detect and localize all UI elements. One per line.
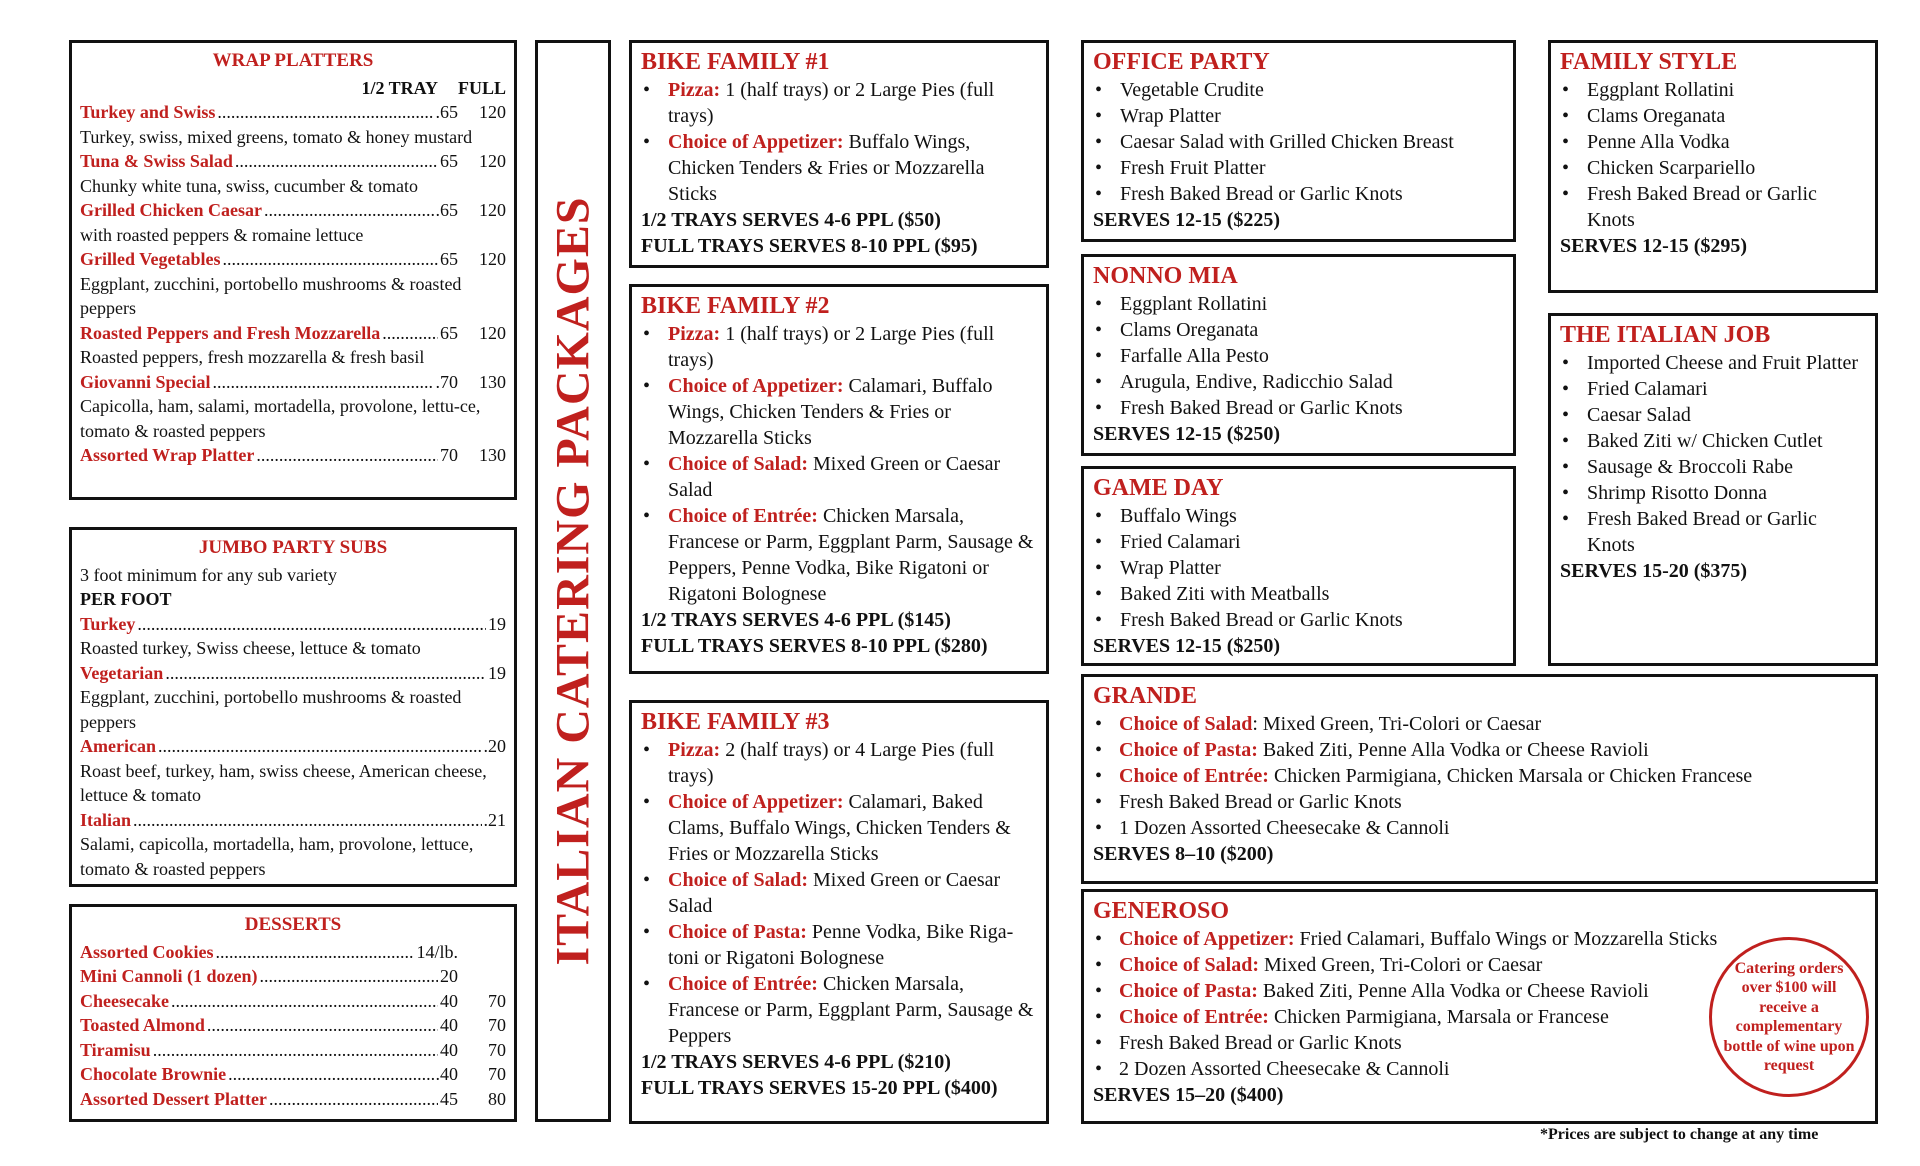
menu-item-name: Mini Cannoli (1 dozen) xyxy=(80,966,258,986)
package-item xyxy=(1093,789,1866,815)
menu-item-price: .40 xyxy=(435,1064,458,1084)
nonno-mia-list xyxy=(1093,291,1504,421)
menu-item-description: Capicolla, ham, salami, mortadella, provolone, lettu-ce, tomato & roasted peppers xyxy=(80,396,481,441)
menu-item-price: 20 xyxy=(440,966,458,986)
menu-item-full-price: 70 xyxy=(488,990,506,1011)
package-item: • Eggplant Rollatini xyxy=(1560,77,1866,103)
grande-panel xyxy=(1081,674,1878,884)
menu-item-name: Toasted Almond xyxy=(80,1015,205,1035)
package-item-text: Chicken Marsala, Francese or Parm, Eggplant Parm, Sausage & Peppers xyxy=(668,973,1034,1047)
office-party-title: OFFICE PARTY xyxy=(1093,49,1270,75)
package-item: • Caesar Salad xyxy=(1560,402,1866,428)
menu-item-row xyxy=(80,321,506,346)
package-item: • Shrimp Risotto Donna xyxy=(1560,480,1866,506)
office-party-list xyxy=(1093,77,1504,207)
menu-item-row xyxy=(80,940,506,965)
menu-item-name: American xyxy=(80,736,156,756)
menu-item-row xyxy=(80,149,506,174)
menu-item-full-price: 120 xyxy=(479,249,506,269)
package-item-label: Choice of Appetizer: xyxy=(668,791,844,813)
package-item xyxy=(641,373,1037,451)
package-item-label: Choice of Salad: xyxy=(668,869,808,891)
family-style-list xyxy=(1560,77,1866,233)
package-item-text: Calamari, Baked Clams, Buffalo Wings, Chicken Tenders & Fries or Mozzarella Sticks xyxy=(668,791,1011,865)
package-item-text: Buffalo Wings, Chicken Tenders & Fries or Mozzarella Sticks xyxy=(668,131,985,205)
package-item-text: 1 (half trays) or 2 Large Pies (full trays) xyxy=(668,323,995,371)
menu-item-row xyxy=(80,734,506,759)
leader-dots xyxy=(260,964,438,989)
package-item: • Baked Ziti w/ Chicken Cutlet xyxy=(1560,428,1866,454)
leader-dots xyxy=(213,370,434,395)
menu-item-price: 19 xyxy=(488,662,506,683)
menu-item-name: Giovanni Special xyxy=(80,371,211,392)
menu-item-row xyxy=(80,198,506,223)
menu-item-name: Turkey xyxy=(80,613,136,634)
family-style-serves: SERVES 12-15 ($295) xyxy=(1560,235,1748,257)
package-item-label: Choice of Salad xyxy=(1119,713,1253,735)
menu-item-full-price: 120 xyxy=(479,200,506,220)
leader-dots xyxy=(256,443,438,468)
package-item-label: Choice of Salad: xyxy=(1119,954,1259,976)
package-item: • Sausage & Broccoli Rabe xyxy=(1560,454,1866,480)
bike-family-3-half-serves: 1/2 TRAYS SERVES 4-6 PPL ($210) xyxy=(641,1051,951,1073)
menu-item-description: with roasted peppers & romaine lettuce xyxy=(80,224,364,245)
package-item: • Chicken Scarpariello xyxy=(1560,155,1866,181)
bike-family-3-full-serves: FULL TRAYS SERVES 15-20 PPL ($400) xyxy=(641,1077,998,1099)
banner-title: ITALIAN CATERING PACKAGES xyxy=(546,196,600,966)
package-item-label: Choice of Entrée: xyxy=(668,505,818,527)
package-item-text: Mixed Green, Tri-Colori or Caesar xyxy=(1259,954,1543,976)
bike-family-2-full-serves: FULL TRAYS SERVES 8-10 PPL ($280) xyxy=(641,635,988,657)
menu-item-full-price: 120 xyxy=(479,322,506,343)
leader-dots xyxy=(228,1062,433,1087)
party-subs-title: JUMBO PARTY SUBS xyxy=(198,537,388,558)
menu-item-row xyxy=(80,1087,506,1112)
package-item xyxy=(641,129,1037,207)
package-item xyxy=(641,321,1037,373)
menu-item-name: Grilled Vegetables xyxy=(80,249,221,269)
menu-item-row xyxy=(80,1062,506,1087)
package-item-text: 1 (half trays) or 2 Large Pies (full trays) xyxy=(668,79,995,127)
menu-item-description: Roasted turkey, Swiss cheese, lettuce & tomato xyxy=(80,638,421,658)
package-item xyxy=(641,789,1037,867)
menu-item-row xyxy=(80,661,506,686)
package-item-label: Choice of Salad: xyxy=(668,453,808,475)
package-item-text: Calamari, Buffalo Wings, Chicken Tenders & Fries or Mozzarella Sticks xyxy=(668,375,993,449)
per-foot-label: PER FOOT xyxy=(80,589,172,609)
bike-family-1-title: BIKE FAMILY #1 xyxy=(641,49,830,75)
package-item: • Clams Oreganata xyxy=(1560,103,1866,129)
menu-item-description: Eggplant, zucchini, portobello mushrooms & roasted peppers xyxy=(80,273,462,318)
leader-dots xyxy=(223,247,439,272)
package-item xyxy=(641,737,1037,789)
bike-family-2-half-serves: 1/2 TRAYS SERVES 4-6 PPL ($145) xyxy=(641,609,951,631)
menu-item-price: 19 xyxy=(488,613,506,634)
package-item-label: Choice of Pasta: xyxy=(1119,739,1258,761)
menu-item-row xyxy=(80,612,506,637)
leader-dots xyxy=(382,321,438,346)
party-subs-panel xyxy=(69,527,517,887)
package-item-label: Choice of Pasta: xyxy=(668,921,807,943)
bike-family-1-half-serves: 1/2 TRAYS SERVES 4-6 PPL ($50) xyxy=(641,209,941,231)
package-item-label: Choice of Entrée: xyxy=(1119,765,1269,787)
menu-item-name: Tiramisu xyxy=(80,1039,151,1060)
package-item xyxy=(641,971,1037,1049)
package-item-text: Chicken Marsala, Francese or Parm, Eggplant Parm, Sausage & Peppers, Penne Vodka, Bike Rigatoni or Rigatoni Bolognese xyxy=(668,505,1034,605)
menu-item-name: Italian xyxy=(80,809,132,830)
menu-item-name: Assorted Cookies xyxy=(80,941,214,962)
package-item-text: Mixed Green or Caesar Salad xyxy=(668,453,1001,501)
package-item-label: Pizza: xyxy=(668,79,721,101)
menu-item-name: Assorted Wrap Platter xyxy=(80,445,255,465)
package-item-text: Fresh Baked Bread or Garlic Knots xyxy=(1119,1032,1402,1054)
full-tray-header: FULL xyxy=(457,77,506,98)
package-item: • Eggplant Rollatini xyxy=(1093,291,1504,317)
menu-item-description: Salami, capicolla, mortadella, ham, provolone, lettuce, tomato & roasted peppers xyxy=(80,834,474,879)
italian-job-panel xyxy=(1548,313,1878,666)
package-item: • Fresh Baked Bread or Garlic Knots xyxy=(1560,181,1866,233)
menu-item-row xyxy=(80,100,506,125)
package-item-label: Pizza: xyxy=(668,323,721,345)
menu-item-price: 14/lb. xyxy=(416,941,458,962)
nonno-mia-serves: SERVES 12-15 ($250) xyxy=(1093,423,1281,445)
menu-item-name: Roasted Peppers and Fresh Mozzarella xyxy=(80,322,381,343)
package-item-text: Fried Calamari, Buffalo Wings or Mozzarella Sticks xyxy=(1294,928,1718,950)
bike-family-2-title: BIKE FAMILY #2 xyxy=(641,293,830,319)
package-item-text: Chicken Parmigiana, Marsala or Francese xyxy=(1268,1006,1609,1028)
menu-item-description: Roasted peppers, fresh mozzarella & fresh basil xyxy=(80,347,425,367)
generoso-serves: SERVES 15–20 ($400) xyxy=(1093,1084,1284,1106)
leader-dots xyxy=(216,940,415,965)
package-item: • Fresh Baked Bread or Garlic Knots xyxy=(1560,506,1866,558)
office-party-panel xyxy=(1081,40,1516,242)
menu-item-full-price: 70 xyxy=(488,1015,506,1035)
package-item-text: 2 (half trays) or 4 Large Pies (full trays) xyxy=(668,739,995,787)
bike-family-2-panel xyxy=(629,284,1049,674)
menu-item-row xyxy=(80,808,506,833)
package-item xyxy=(641,919,1037,971)
package-item: • Imported Cheese and Fruit Platter xyxy=(1560,350,1866,376)
menu-item-description: Roast beef, turkey, ham, swiss cheese, American cheese, lettuce & tomato xyxy=(80,760,487,805)
menu-item-name: Chocolate Brownie xyxy=(80,1064,227,1084)
menu-item-description: Eggplant, zucchini, portobello mushrooms & roasted peppers xyxy=(80,687,462,732)
package-item: • Fried Calamari xyxy=(1560,376,1866,402)
menu-item-name: Turkey and Swiss xyxy=(80,102,216,122)
package-item-text: Baked Ziti, Penne Alla Vodka or Cheese Ravioli xyxy=(1257,739,1649,761)
menu-item-price: 65 xyxy=(440,322,458,343)
party-subs-list xyxy=(80,612,506,882)
game-day-serves: SERVES 12-15 ($250) xyxy=(1093,635,1281,657)
leader-dots xyxy=(165,661,486,686)
wrap-platters-panel xyxy=(69,40,517,500)
menu-item-price: .20 xyxy=(483,736,506,756)
package-item: • Fresh Baked Bread or Garlic Knots xyxy=(1093,181,1504,207)
leader-dots xyxy=(153,1038,438,1063)
package-item: • Wrap Platter xyxy=(1093,103,1504,129)
menu-item-price: 70 xyxy=(440,445,458,465)
menu-item-price: .65 xyxy=(435,200,458,220)
bike-family-2-list xyxy=(641,321,1037,607)
menu-item-name: Vegetarian xyxy=(80,662,164,683)
package-item xyxy=(1093,763,1866,789)
menu-item-name: Tuna & Swiss Salad xyxy=(80,151,233,171)
game-day-title: GAME DAY xyxy=(1093,475,1224,501)
family-style-panel xyxy=(1548,40,1878,293)
menu-item-full-price: 120 xyxy=(479,102,506,122)
price-disclaimer: *Prices are subject to change at any time xyxy=(1540,1126,1819,1143)
menu-item-price: 40 xyxy=(440,1039,458,1060)
grande-list xyxy=(1093,711,1866,841)
grande-title: GRANDE xyxy=(1093,683,1198,709)
catering-banner xyxy=(535,40,611,1122)
package-item-label: Pizza: xyxy=(668,739,721,761)
package-item: • Farfalle Alla Pesto xyxy=(1093,343,1504,369)
package-item-text: Fresh Baked Bread or Garlic Knots xyxy=(1119,791,1402,813)
package-item-text: Penne Vodka, Bike Riga-toni or Rigatoni Bolognese xyxy=(668,921,1014,969)
package-item-label: Choice of Entrée: xyxy=(1119,1006,1269,1028)
package-item: • Penne Alla Vodka xyxy=(1560,129,1866,155)
package-item: • Fried Calamari xyxy=(1093,529,1504,555)
package-item xyxy=(1093,737,1866,763)
leader-dots xyxy=(264,198,434,223)
package-item-label: Choice of Pasta: xyxy=(1119,980,1258,1002)
package-item: • Vegetable Crudite xyxy=(1093,77,1504,103)
family-style-title: FAMILY STYLE xyxy=(1560,49,1738,75)
package-item: • Fresh Fruit Platter xyxy=(1093,155,1504,181)
leader-dots xyxy=(171,989,438,1014)
package-item: • Fresh Baked Bread or Garlic Knots xyxy=(1093,607,1504,633)
game-day-list xyxy=(1093,503,1504,633)
package-item-label: Choice of Appetizer: xyxy=(668,375,844,397)
leader-dots xyxy=(133,808,481,833)
menu-item-full-price: 130 xyxy=(479,371,506,392)
italian-job-title: THE ITALIAN JOB xyxy=(1560,322,1771,348)
bike-family-3-panel xyxy=(629,700,1049,1124)
menu-item-description: Turkey, swiss, mixed greens, tomato & honey mustard xyxy=(80,126,473,147)
menu-item-price: 65 xyxy=(440,151,458,171)
wrap-platters-column-headers xyxy=(80,76,506,101)
package-item xyxy=(641,451,1037,503)
office-party-serves: SERVES 12-15 ($225) xyxy=(1093,209,1281,231)
nonno-mia-panel xyxy=(1081,254,1516,456)
menu-item-row xyxy=(80,989,506,1014)
menu-item-price: .65 xyxy=(435,102,458,122)
menu-item-price: 65 xyxy=(440,249,458,269)
menu-item-price: 45 xyxy=(440,1088,458,1109)
package-item-text: Baked Ziti, Penne Alla Vodka or Cheese Ravioli xyxy=(1257,980,1649,1002)
bike-family-3-title: BIKE FAMILY #3 xyxy=(641,709,830,735)
package-item-text: Chicken Parmigiana, Chicken Marsala or Chicken Francese xyxy=(1268,765,1753,787)
menu-item-price: .21 xyxy=(483,809,506,830)
package-item-text: : Mixed Green, Tri-Colori or Caesar xyxy=(1252,713,1542,735)
menu-item-name: Assorted Dessert Platter xyxy=(80,1088,267,1109)
package-item: • Baked Ziti with Meatballs xyxy=(1093,581,1504,607)
grande-serves: SERVES 8–10 ($200) xyxy=(1093,843,1274,865)
menu-item-full-price: 70 xyxy=(488,1064,506,1084)
package-item xyxy=(1093,711,1866,737)
leader-dots xyxy=(235,149,438,174)
menu-item-full-price: 130 xyxy=(479,445,506,465)
desserts-panel xyxy=(69,904,517,1122)
menu-item-row xyxy=(80,964,506,989)
leader-dots xyxy=(207,1013,438,1038)
package-item-text: 1 Dozen Assorted Cheesecake & Cannoli xyxy=(1119,817,1450,839)
party-subs-note: 3 foot minimum for any sub variety xyxy=(80,564,337,585)
package-item-text: 2 Dozen Assorted Cheesecake & Cannoli xyxy=(1119,1058,1450,1080)
half-tray-header: 1/2 TRAY xyxy=(361,77,438,98)
package-item: • Caesar Salad with Grilled Chicken Breast xyxy=(1093,129,1504,155)
wine-offer-seal: Catering orders over $100 will receive a complementary bottle of wine upon request xyxy=(1709,937,1869,1097)
leader-dots xyxy=(137,612,486,637)
menu-item-price: 40 xyxy=(440,990,458,1011)
package-item xyxy=(641,867,1037,919)
wrap-platters-list xyxy=(80,100,506,468)
package-item-label: Choice of Appetizer: xyxy=(1119,928,1295,950)
menu-item-name: Grilled Chicken Caesar xyxy=(80,200,262,220)
package-item: • Fresh Baked Bread or Garlic Knots xyxy=(1093,395,1504,421)
bike-family-1-full-serves: FULL TRAYS SERVES 8-10 PPL ($95) xyxy=(641,235,978,257)
menu-item-price: 40 xyxy=(440,1015,458,1035)
menu-item-row xyxy=(80,247,506,272)
package-item-label: Choice of Appetizer: xyxy=(668,131,844,153)
package-item-text: Mixed Green or Caesar Salad xyxy=(668,869,1001,917)
menu-item-name: Cheesecake xyxy=(80,990,169,1011)
package-item: • Buffalo Wings xyxy=(1093,503,1504,529)
desserts-list xyxy=(80,940,506,1112)
italian-job-list xyxy=(1560,350,1866,558)
package-item xyxy=(1093,815,1866,841)
bike-family-3-list xyxy=(641,737,1037,1049)
bike-family-1-panel xyxy=(629,40,1049,268)
leader-dots xyxy=(158,734,482,759)
nonno-mia-title: NONNO MIA xyxy=(1093,263,1238,289)
package-item: • Arugula, Endive, Radicchio Salad xyxy=(1093,369,1504,395)
generoso-title: GENEROSO xyxy=(1093,898,1230,924)
italian-job-serves: SERVES 15-20 ($375) xyxy=(1560,560,1748,582)
game-day-panel xyxy=(1081,466,1516,666)
menu-item-row xyxy=(80,443,506,468)
menu-item-full-price: 120 xyxy=(479,151,506,171)
package-item-label: Choice of Entrée: xyxy=(668,973,818,995)
package-item xyxy=(641,503,1037,607)
wrap-platters-title: WRAP PLATTERS xyxy=(212,50,374,71)
bike-family-1-list xyxy=(641,77,1037,207)
menu-item-full-price: 80 xyxy=(488,1088,506,1109)
menu-item-full-price: 70 xyxy=(488,1039,506,1060)
menu-item-description: Chunky white tuna, swiss, cucumber & tomato xyxy=(80,175,418,196)
menu-item-row xyxy=(80,370,506,395)
package-item: • Wrap Platter xyxy=(1093,555,1504,581)
package-item xyxy=(641,77,1037,129)
package-item: • Clams Oreganata xyxy=(1093,317,1504,343)
leader-dots xyxy=(269,1087,438,1112)
menu-item-row xyxy=(80,1013,506,1038)
desserts-title: DESSERTS xyxy=(244,914,342,935)
menu-item-row xyxy=(80,1038,506,1063)
menu-item-price: .70 xyxy=(435,371,458,392)
leader-dots xyxy=(217,100,433,125)
